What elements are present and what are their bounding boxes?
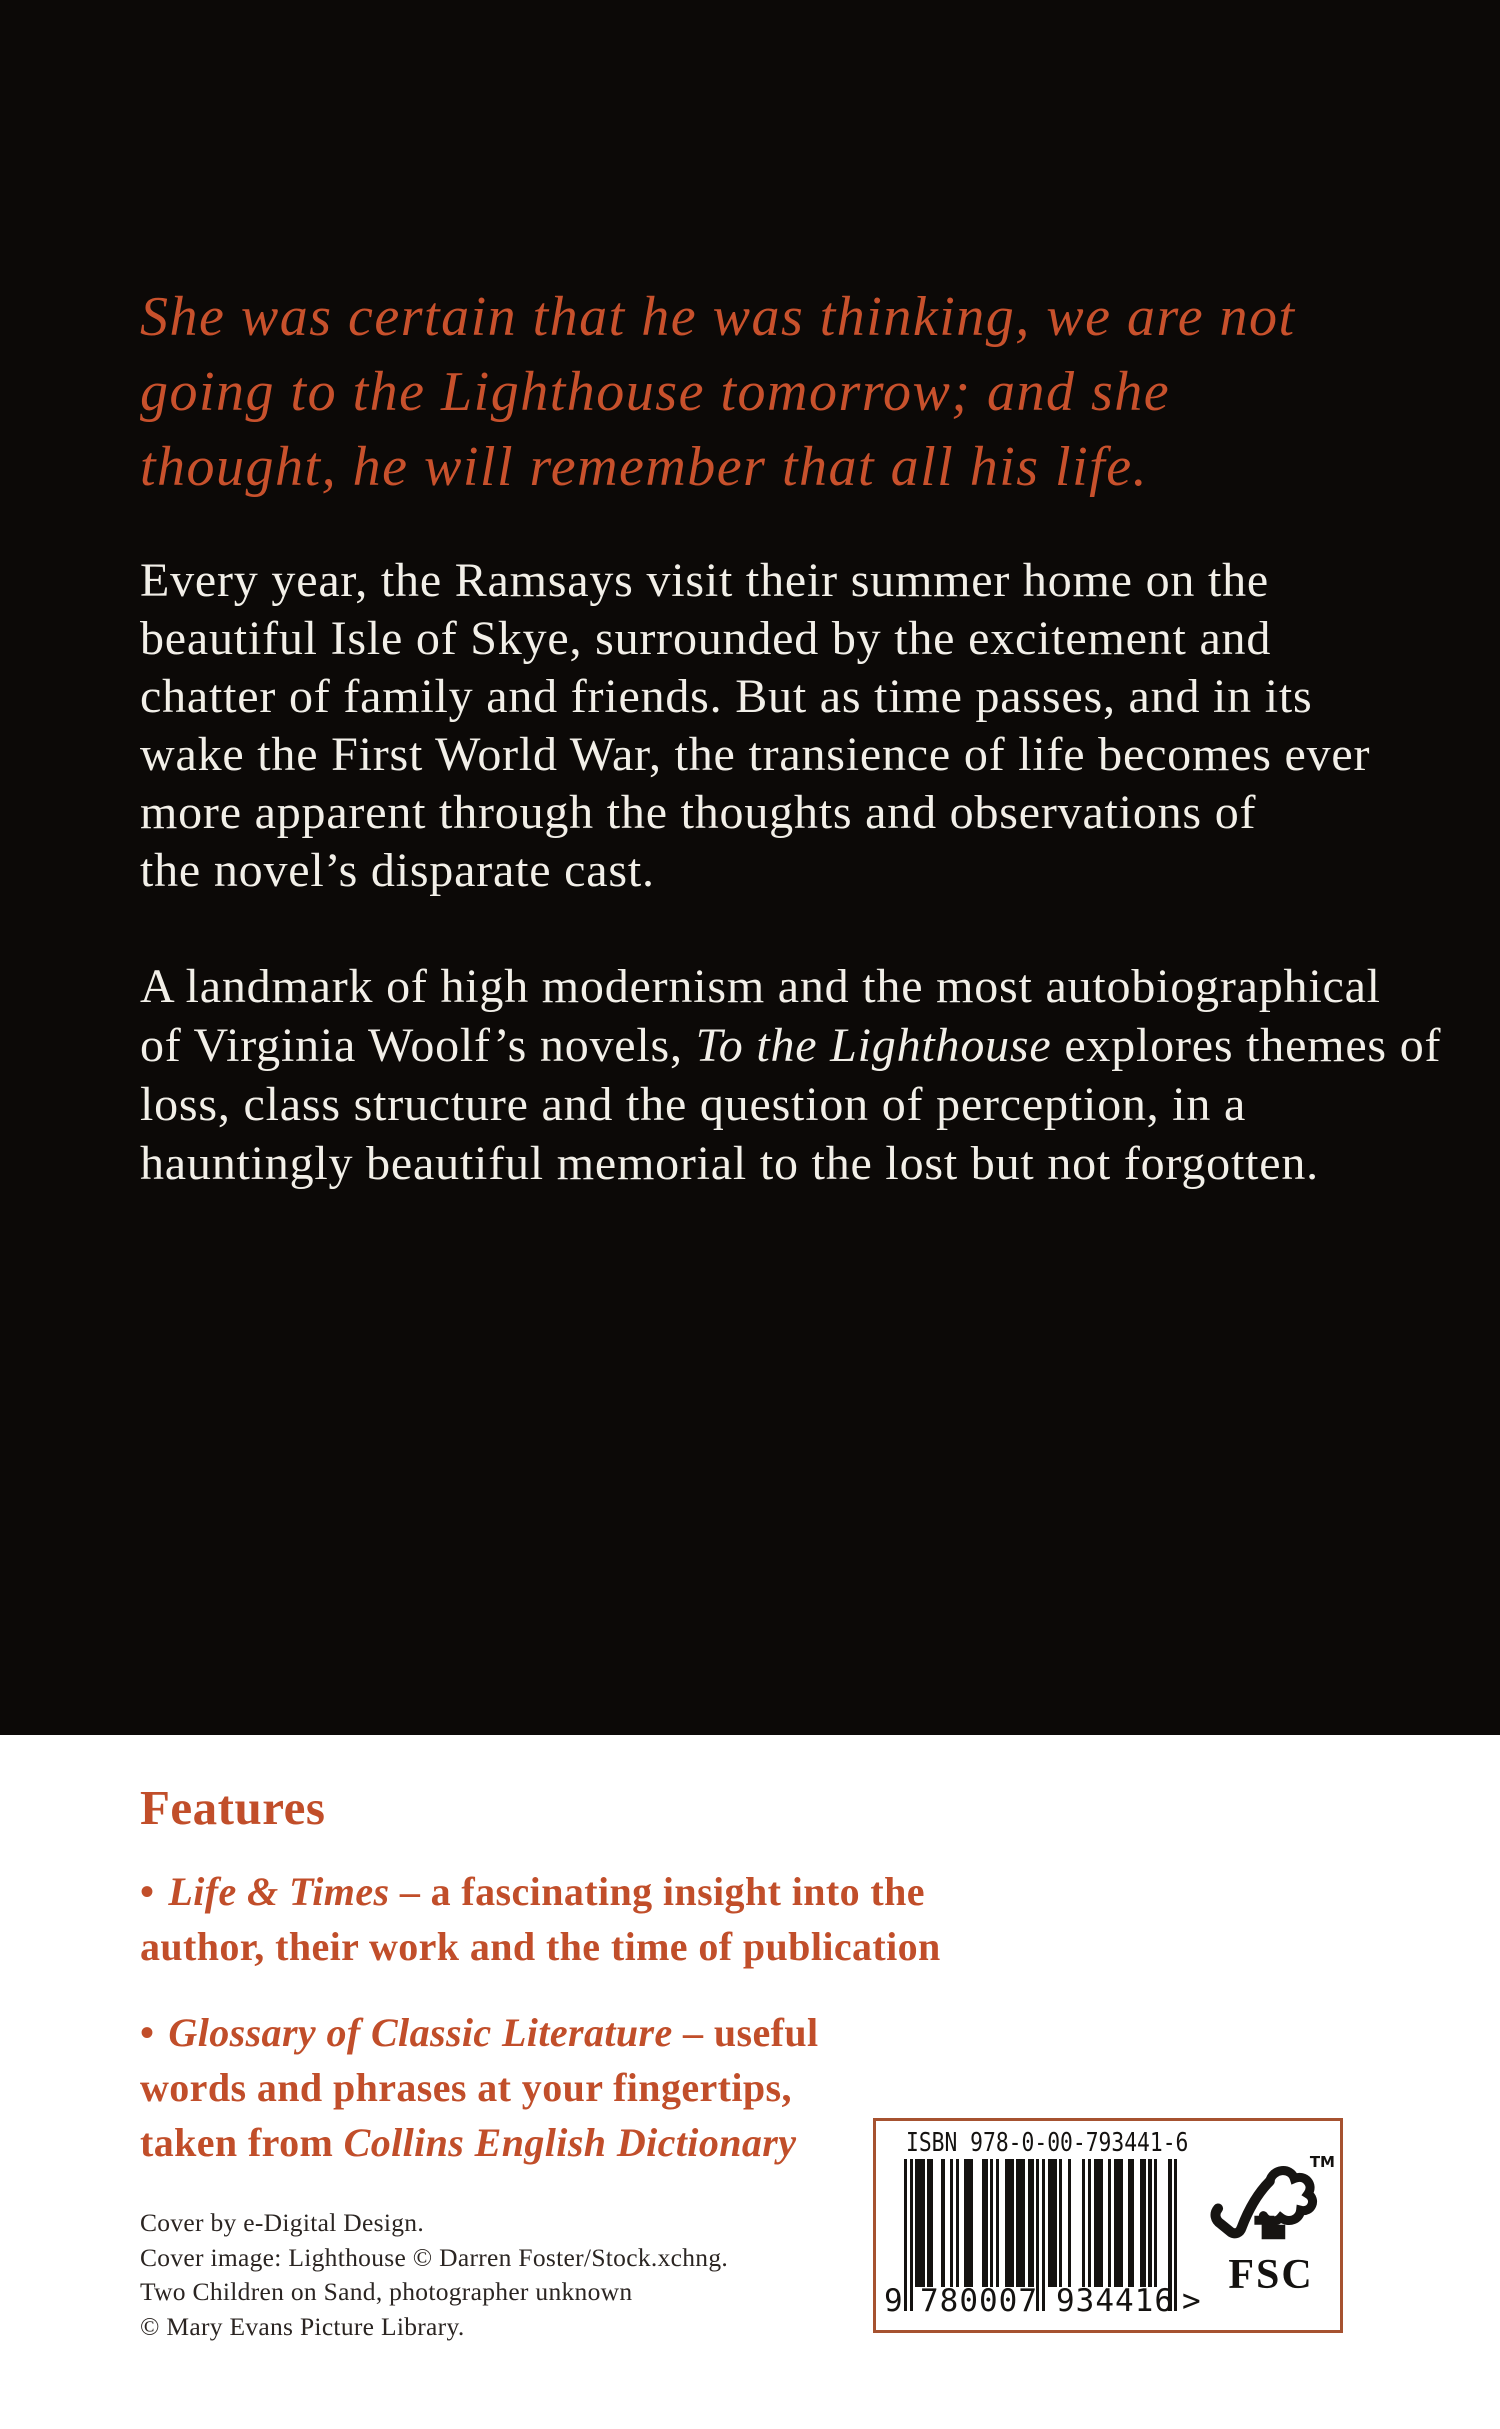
barcode-bar (1099, 2159, 1102, 2287)
barcode-bar (1068, 2159, 1071, 2287)
landmark-line-2 (140, 1016, 1500, 1075)
cover-credits (140, 2206, 940, 2344)
barcode-bar (990, 2159, 993, 2287)
barcode-bar (1082, 2159, 1085, 2287)
barcode-bar (950, 2159, 953, 2287)
barcode-end-marker: > (1182, 2283, 1202, 2319)
credits-line-4: © Mary Evans Picture Library. (140, 2311, 465, 2341)
bullet1-italic-title: Life & Times (168, 1869, 390, 1914)
credits-line-3: Two Children on Sand, photographer unknown (140, 2277, 633, 2306)
barcode-digits-left: 780007 (920, 2283, 1038, 2319)
landmark-line-3: loss, class structure and the question of perception, in a (140, 1078, 1247, 1131)
synopsis-line-4: wake the First World War, the transience of life becomes ever (140, 728, 1371, 781)
barcode-bar (956, 2159, 959, 2287)
bullet2-rest: – useful (672, 2010, 819, 2055)
credits-line-1: Cover by e-Digital Design. (140, 2208, 424, 2237)
barcode-bar (996, 2159, 999, 2287)
barcode-bar (1042, 2159, 1045, 2311)
quote-line-3: thought, he will remember that all his life. (140, 436, 1149, 498)
bullet-dot: • (140, 2010, 155, 2055)
barcode-bar (1022, 2159, 1025, 2287)
landmark-line-4: hauntingly beautiful memorial to the lost but not forgotten. (140, 1137, 1319, 1190)
isbn-barcode-box (873, 2118, 1343, 2333)
bullet2-italic-title: Glossary of Classic Literature (168, 2010, 673, 2055)
fsc-tm-mark: TM (1309, 2153, 1335, 2171)
bullet2-line-2: words and phrases at your fingertips, (140, 2065, 792, 2110)
barcode-bar (984, 2159, 987, 2287)
fsc-wordmark: FSC (1228, 2252, 1314, 2298)
book-title-italic: To the Lighthouse (695, 1019, 1052, 1072)
barcode-bar (1088, 2159, 1091, 2287)
landmark-line-1: A landmark of high modernism and the most autobiographical (140, 960, 1381, 1013)
landmark-line-2-post: explores themes of (1051, 1019, 1442, 1072)
barcode-bar (904, 2159, 907, 2311)
barcode-bar (921, 2159, 924, 2287)
bullet1-line-2: author, their work and the time of publication (140, 1924, 941, 1969)
synopsis-line-5: more apparent through the thoughts and observations of (140, 786, 1257, 839)
features-heading: Features (140, 1780, 326, 1835)
barcode-bar (1059, 2159, 1062, 2287)
bullet2-line-1 (140, 2005, 1140, 2060)
bullet1-rest: – a fascinating insight into the (389, 1869, 925, 1914)
synopsis-paragraph (140, 552, 1500, 900)
landmark-paragraph (140, 957, 1500, 1193)
barcode-bar (910, 2159, 913, 2311)
bullet2-line-3-pre: taken from (140, 2120, 344, 2165)
barcode-bar (1108, 2159, 1111, 2287)
synopsis-line-6: the novel’s disparate cast. (140, 844, 655, 897)
synopsis-line-1: Every year, the Ramsays visit their summer home on the (140, 554, 1270, 607)
cover-bottom-white-panel (0, 1735, 1500, 2429)
credits-line-2: Cover image: Lighthouse © Darren Foster/Stock.xchng. (140, 2242, 729, 2272)
isbn-number-label: ISBN 978-0-00-793441-6 (906, 2128, 1189, 2158)
synopsis-line-3: chatter of family and friends. But as time passes, and in its (140, 670, 1313, 723)
barcode-bar (1131, 2159, 1134, 2287)
barcode-bar (1030, 2159, 1033, 2287)
barcode-bar (1174, 2159, 1177, 2311)
barcode-bar (930, 2159, 933, 2287)
barcode-bar (1148, 2159, 1151, 2287)
fsc-logo (1201, 2153, 1341, 2303)
landmark-line-2-pre: of Virginia Woolf’s novels, (140, 1019, 696, 1072)
barcode-bar (1120, 2159, 1123, 2287)
barcode-bar (1154, 2159, 1157, 2287)
barcode-digits-right: 934416 (1056, 2283, 1174, 2319)
barcode-bar (1053, 2159, 1056, 2287)
barcode-bar (970, 2159, 973, 2287)
bullet-dot: • (140, 1869, 155, 1914)
barcode-bar (941, 2159, 944, 2287)
pull-quote (140, 280, 1490, 505)
dictionary-italic-title: Collins English Dictionary (343, 2120, 797, 2165)
quote-line-2: going to the Lighthouse tomorrow; and she (140, 361, 1171, 423)
synopsis-line-2: beautiful Isle of Skye, surrounded by the excitement and (140, 612, 1272, 665)
barcode-bar (1143, 2159, 1146, 2287)
feature-bullet-life-and-times (140, 1864, 1140, 1974)
barcode-bar (1010, 2159, 1013, 2287)
barcode-digit-lead: 9 (884, 2283, 904, 2319)
quote-line-1: She was certain that he was thinking, we are not (140, 286, 1296, 348)
bullet1-line-1 (140, 1864, 1140, 1919)
